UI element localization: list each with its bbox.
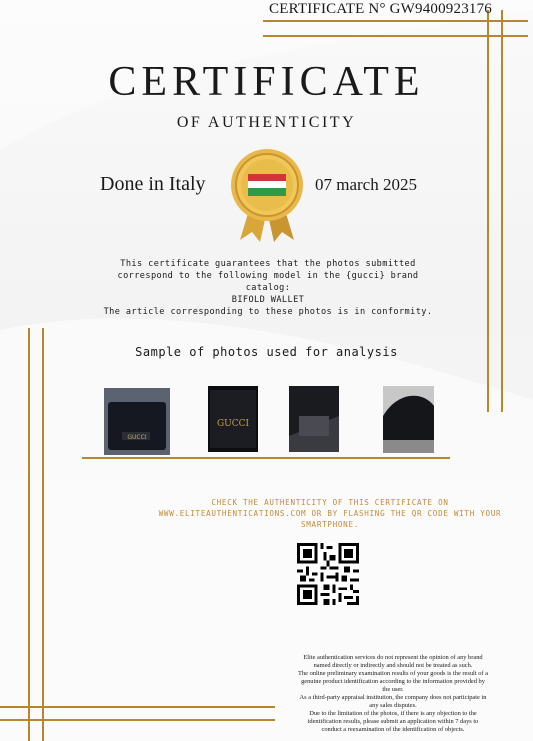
gold-rule-left-1 bbox=[28, 328, 30, 741]
disclaimer-line: The online preliminary examination results of your goods is the result of a bbox=[298, 670, 488, 677]
gold-rule-bottom-2 bbox=[0, 719, 275, 721]
disclaimer-line: genuine product identification according to the information provided by bbox=[301, 678, 485, 685]
photo-divider bbox=[82, 457, 450, 459]
statement bbox=[100, 258, 436, 318]
disclaimer-line: As a third-party appraisal institution, the company does not participate in bbox=[299, 694, 487, 701]
photo-wallet-front bbox=[104, 388, 170, 455]
verification-note bbox=[140, 497, 520, 530]
issue-place: Done in Italy bbox=[100, 173, 206, 195]
disclaimer-line: the user. bbox=[382, 686, 404, 693]
certificate-number: CERTIFICATE N° GW9400923176 bbox=[269, 1, 492, 17]
disclaimer-line: named directly or indirectly and should not be treated as such. bbox=[313, 662, 473, 669]
qr-code-icon[interactable] bbox=[297, 543, 359, 605]
verification-line: SMARTPHONE. bbox=[301, 520, 359, 529]
photo-wallet-edge bbox=[383, 386, 434, 453]
issue-date: 07 march 2025 bbox=[315, 175, 417, 194]
disclaimer-line: any sales disputes. bbox=[369, 702, 417, 709]
gold-rule-bottom-1 bbox=[0, 706, 275, 708]
photo-wallet-detail bbox=[289, 386, 339, 452]
photo-brand-text: GUCCI bbox=[127, 434, 147, 441]
model-name: BIFOLD WALLET bbox=[231, 295, 305, 305]
disclaimer-line: Elite authentication services do not represent the opinion of any brand bbox=[303, 654, 483, 661]
disclaimer-line: conduct a reexamination of the identification of objects. bbox=[321, 726, 465, 733]
italy-flag-icon bbox=[248, 174, 286, 196]
certificate-subtitle: OF AUTHENTICITY bbox=[176, 114, 357, 131]
disclaimer-line: identification results, please submit an application within 7 days to bbox=[307, 718, 479, 725]
photo-wallet-logo bbox=[208, 386, 258, 452]
disclaimer bbox=[258, 654, 528, 734]
statement-line: This certificate guarantees that the photos submitted bbox=[120, 259, 416, 269]
certificate-title: CERTIFICATE bbox=[108, 59, 425, 105]
verification-line: WWW.ELITEAUTHENTICATIONS.COM OR BY FLASHING THE QR CODE WITH YOUR bbox=[158, 509, 502, 518]
photo-brand-text: GUCCI bbox=[216, 419, 250, 429]
statement-line: The article corresponding to these photos is in conformity. bbox=[103, 307, 433, 317]
gold-rule-left-2 bbox=[42, 328, 44, 741]
disclaimer-line: Due to the limitation of the photos, if there is any objection to the bbox=[309, 710, 477, 717]
verification-line: CHECK THE AUTHENTICITY OF THIS CERTIFICATE ON bbox=[211, 498, 449, 507]
award-seal-icon bbox=[228, 148, 306, 244]
statement-line: catalog: bbox=[245, 283, 291, 293]
statement-line: correspond to the following model in the {gucci} brand bbox=[117, 271, 419, 281]
sample-heading: Sample of photos used for analysis bbox=[135, 345, 398, 359]
